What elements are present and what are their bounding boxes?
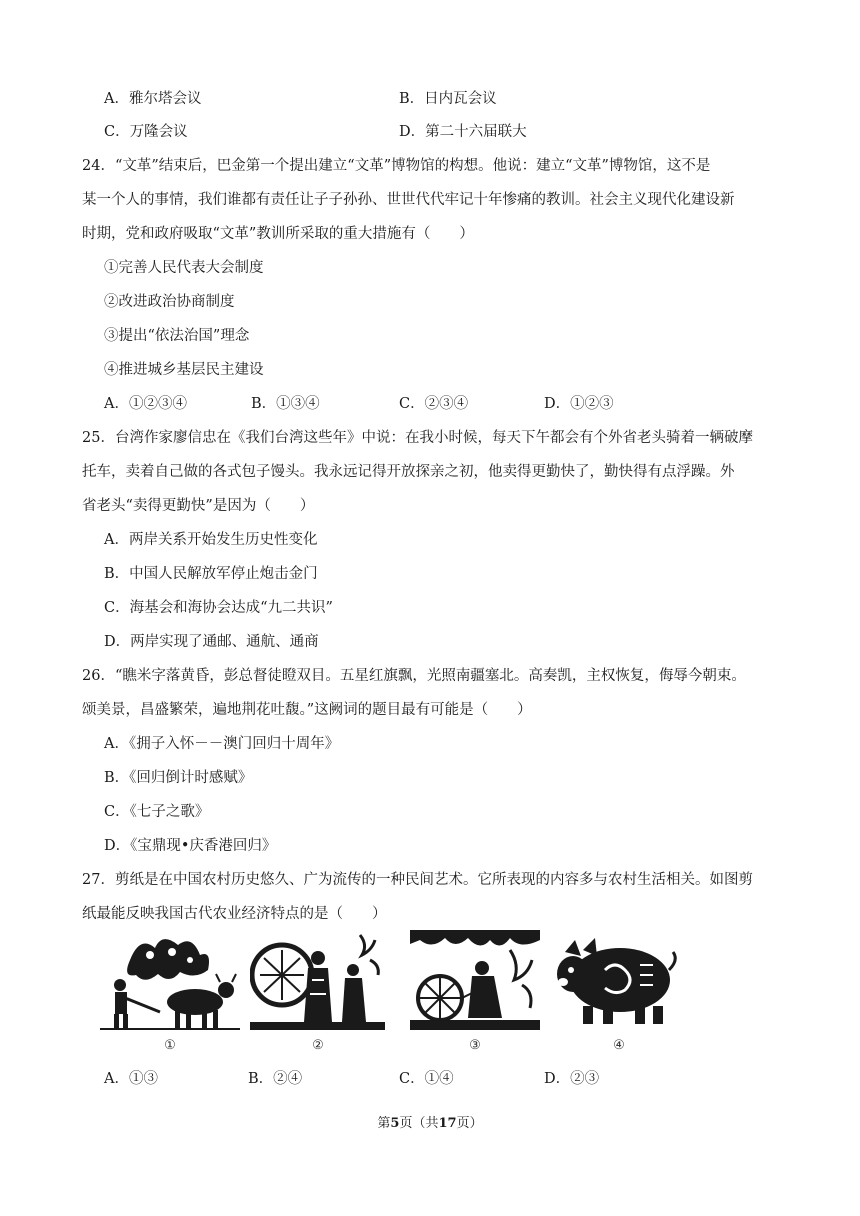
- q24-stem-line-3: 时期，党和政府吸取“文革”教训所采取的重大措施有（ ）: [82, 226, 474, 242]
- q24-stem-line-1: 24．“文革”结束后，巴金第一个提出建立“文革”博物馆的构想。他说：建立“文革”博物馆，这不是: [82, 158, 711, 174]
- q25-option-d: D．两岸实现了通邮、通航、通商: [104, 634, 319, 650]
- q24-options: [104, 394, 704, 414]
- q25-option-c: C．海基会和海协会达成“九二共识”: [104, 600, 333, 616]
- q26-stem-line-1: 26．“瞧米字落黄昏，彭总督徒瞪双目。五星红旗飘，光照南疆塞北。高奏凯，主权恢复，侮辱今朝束。: [82, 668, 746, 684]
- page-footer: [0, 1112, 860, 1131]
- q27-option-c: C．①④: [399, 1071, 454, 1087]
- q24-option-c: C．②③④: [399, 396, 469, 412]
- q24-option-b: B．①③④: [251, 396, 320, 412]
- q23-option-a: A．雅尔塔会议: [104, 91, 202, 107]
- footer-prefix: 第: [377, 1116, 391, 1131]
- figure-label-2: ②: [312, 1038, 324, 1053]
- papercut-window-scene-image: [250, 930, 385, 1030]
- q23-option-c: C．万隆会议: [104, 124, 188, 140]
- papercut-spinning-wheel-image: [410, 930, 540, 1030]
- q26-option-a: A．《拥子入怀－－澳门回归十周年》: [104, 736, 340, 752]
- q24-stem-line-2: 某一个人的事情，我们谁都有责任让子子孙孙、世世代代牢记十年惨痛的教训。社会主义现代化建设新: [82, 192, 735, 208]
- q23-option-b: B．日内瓦会议: [399, 91, 497, 107]
- q26-option-b: B．《回归倒计时感赋》: [104, 770, 253, 786]
- q24-item-2: ②改进政治协商制度: [104, 294, 235, 310]
- q27-option-b: B．②④: [248, 1071, 303, 1087]
- q24-item-1: ①完善人民代表大会制度: [104, 260, 264, 276]
- q26-stem-line-2: 颂美景，昌盛繁荣，遍地荆花吐馥。”这阙词的题目最有可能是（ ）: [82, 702, 532, 718]
- q27-options: [104, 1069, 704, 1089]
- q26-option-c: C．《七子之歌》: [104, 804, 210, 820]
- q25-stem-line-2: 托车，卖着自己做的各式包子馒头。我永远记得开放探亲之初，他卖得更勤快了，勤快得有点浮躁。外: [82, 464, 735, 480]
- figure-label-3: ③: [469, 1038, 481, 1053]
- q27-stem-line-1: 27．剪纸是在中国农村历史悠久、广为流传的一种民间艺术。它所表现的内容多与农村生活相关。如图剪: [82, 872, 753, 888]
- footer-mid: 页（共: [399, 1116, 439, 1131]
- q24-option-d: D．①②③: [544, 396, 614, 412]
- figure-label-4: ④: [613, 1038, 625, 1053]
- q25-stem-line-1: 25．台湾作家廖信忠在《我们台湾这些年》中说：在我小时候，每天下午都会有个外省老头骑着一辆破摩: [82, 430, 753, 446]
- q24-item-3: ③提出“依法治国”理念: [104, 328, 250, 344]
- papercut-figures: [100, 930, 680, 1060]
- footer-page-number: 5: [390, 1116, 400, 1131]
- q27-option-d: D．②③: [544, 1071, 600, 1087]
- q24-option-a: A．①②③④: [104, 396, 187, 412]
- q25-option-a: A．两岸关系开始发生历史性变化: [104, 532, 318, 548]
- footer-total-pages: 17: [438, 1116, 457, 1131]
- footer-suffix: 页）: [456, 1116, 483, 1131]
- papercut-ploughing-image: [100, 930, 240, 1030]
- q24-item-4: ④推进城乡基层民主建设: [104, 362, 264, 378]
- q26-option-d: D．《宝鼎现•庆香港回归》: [104, 838, 277, 854]
- q27-option-a: A．①③: [104, 1071, 158, 1087]
- q23-option-d: D．第二十六届联大: [399, 124, 527, 140]
- figure-label-1: ①: [164, 1038, 176, 1053]
- q25-option-b: B．中国人民解放军停止炮击金门: [104, 566, 318, 582]
- papercut-pig-image: [555, 930, 680, 1030]
- q25-stem-line-3: 省老头“卖得更勤快”是因为（ ）: [82, 498, 315, 514]
- q27-stem-line-2: 纸最能反映我国古代农业经济特点的是（ ）: [82, 906, 387, 922]
